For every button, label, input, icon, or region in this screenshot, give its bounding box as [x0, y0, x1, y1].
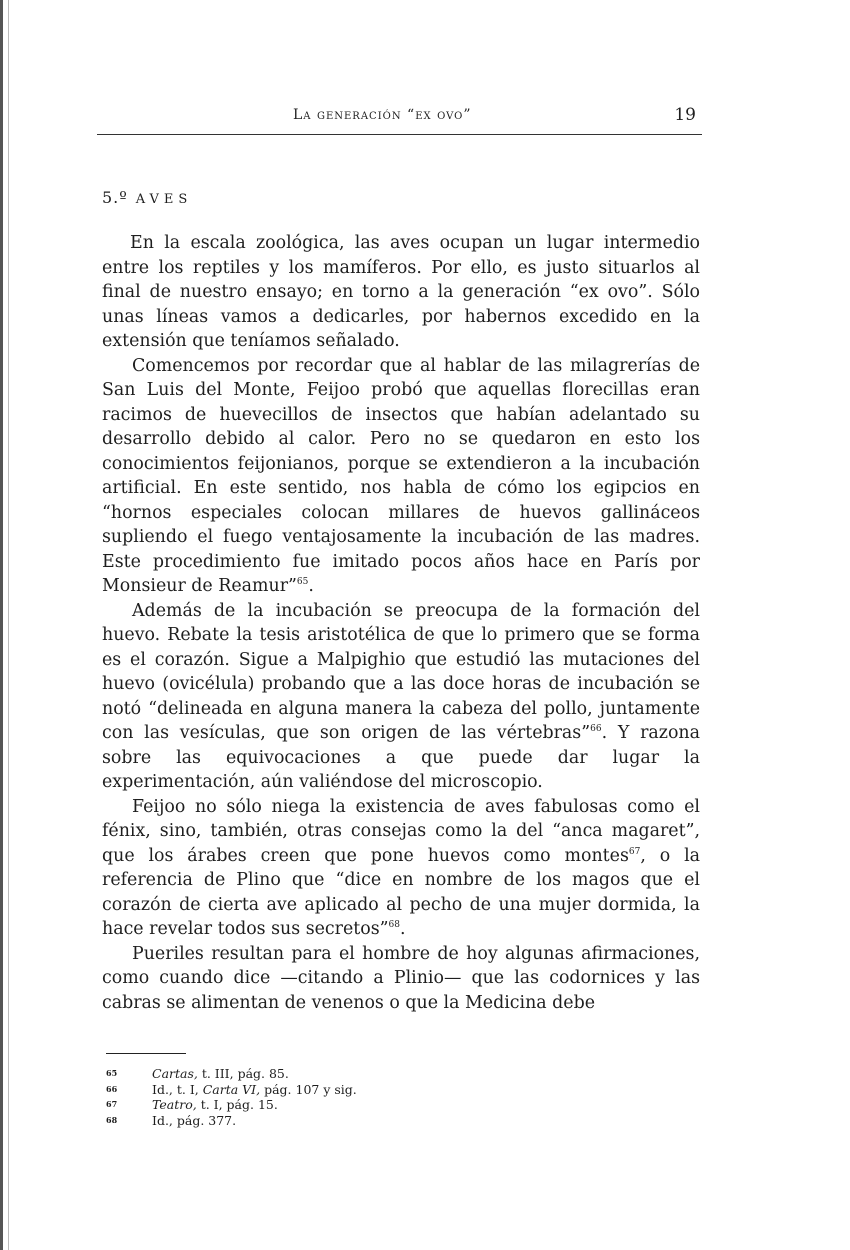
footnote-text: Id., t. I, Carta VI, pág. 107 y sig.: [152, 1081, 357, 1097]
paragraph-2-end: .: [308, 576, 314, 596]
footnote-ref: 66: [590, 724, 602, 735]
footnote-number: 65: [106, 1068, 118, 1078]
footnote: [106, 1066, 506, 1082]
page-edge-shadow: [8, 0, 9, 1250]
page-header: [97, 103, 700, 127]
paragraph-4-text-a: Feijoo no sólo niega la existencia de aves fabulosas como el fénix, sino, también, otras consejas como la del “anca magaret”, que los árabes creen que pone huevos como montes: [102, 796, 700, 866]
footnotes: [106, 1066, 506, 1128]
running-head: La generación “ex ovo”: [293, 107, 472, 123]
paragraph-1: En la escala zoológica, las aves ocupan un lugar intermedio entre los reptiles y los mamíferos. Por ello, es justo situarlos al final de nuestro ensayo; en torno a la generación “ex ovo”. Sólo unas líneas vamos a dedicarles, por habernos excedido en la extensión que teníamos señalado.: [102, 233, 700, 351]
paragraph-4: [102, 795, 700, 942]
footnote-rule: [106, 1053, 186, 1054]
footnote-number: 68: [106, 1114, 118, 1125]
footnote: [106, 1082, 506, 1098]
section-number: 5.º: [102, 188, 128, 207]
paragraph-3-end: . Y razona sobre las equivocaciones a que puede dar lugar la experimentación, aún valiéndose del microscopio.: [102, 723, 700, 792]
footnote: [106, 1113, 506, 1129]
footnote-number: 66: [106, 1083, 118, 1094]
footnote-text: Cartas, t. III, pág. 85.: [152, 1066, 289, 1081]
paragraph-4-end: .: [400, 919, 406, 939]
footnote-ref: 67: [628, 846, 641, 857]
footnote-text: Id., pág. 377.: [152, 1112, 237, 1128]
paragraph-5: Pueriles resultan para el hombre de hoy algunas afirmaciones, como cuando dice —citando a Plinio— que las codornices y las cabras se alimentan de venenos o que la Medicina debe: [102, 943, 700, 1013]
section-title: AVES: [135, 192, 193, 207]
section-heading: [102, 188, 192, 207]
page-number: 19: [674, 105, 696, 125]
paragraph-2: [102, 354, 700, 599]
page-edge: [0, 0, 3, 1250]
header-rule: [97, 134, 702, 135]
footnote-number: 67: [106, 1099, 118, 1109]
body-text: [102, 231, 700, 1015]
footnote-ref: 68: [388, 920, 400, 931]
paragraph-2-text: Comencemos por recordar que al hablar de las milagrerías de San Luis del Monte, Feijoo probó que aquellas florecillas eran racimos de huevecillos de insectos que habían adelantado su desarrollo debido al calor. Pero no se quedaron en esto los conocimientos feijonianos, porque se extendieron a la incubación artificial. En este sentido, nos habla de cómo los egipcios en “hornos especiales colocan millares de huevos gallináceos supliendo el fuego ventajosamente la incubación de las madres. Este procedimiento fue imitado pocos años hace en París por Monsieur de Reamur”: [102, 355, 700, 596]
paragraph-4-text-b: , o la referencia de Plino que “dice en nombre de los magos que el corazón de cierta ave aplicado al pecho de una mujer dormida, la hace revelar todos sus secretos”: [102, 845, 700, 939]
paragraph-3-text: Además de la incubación se preocupa de la formación del huevo. Rebate la tesis aristotélica de que lo primero que se forma es el corazón. Sigue a Malpighio que estudió las mutaciones del huevo (ovicélula) probando que a las doce horas de incubación se notó “delineada en alguna manera la cabeza del pollo, juntamente con las vesículas, que son origen de las vértebras”: [102, 600, 700, 743]
footnote: [106, 1097, 506, 1113]
paragraph-3: [102, 599, 700, 795]
footnote-ref: 65: [296, 577, 309, 588]
footnote-text: Teatro, t. I, pág. 15.: [152, 1097, 278, 1112]
